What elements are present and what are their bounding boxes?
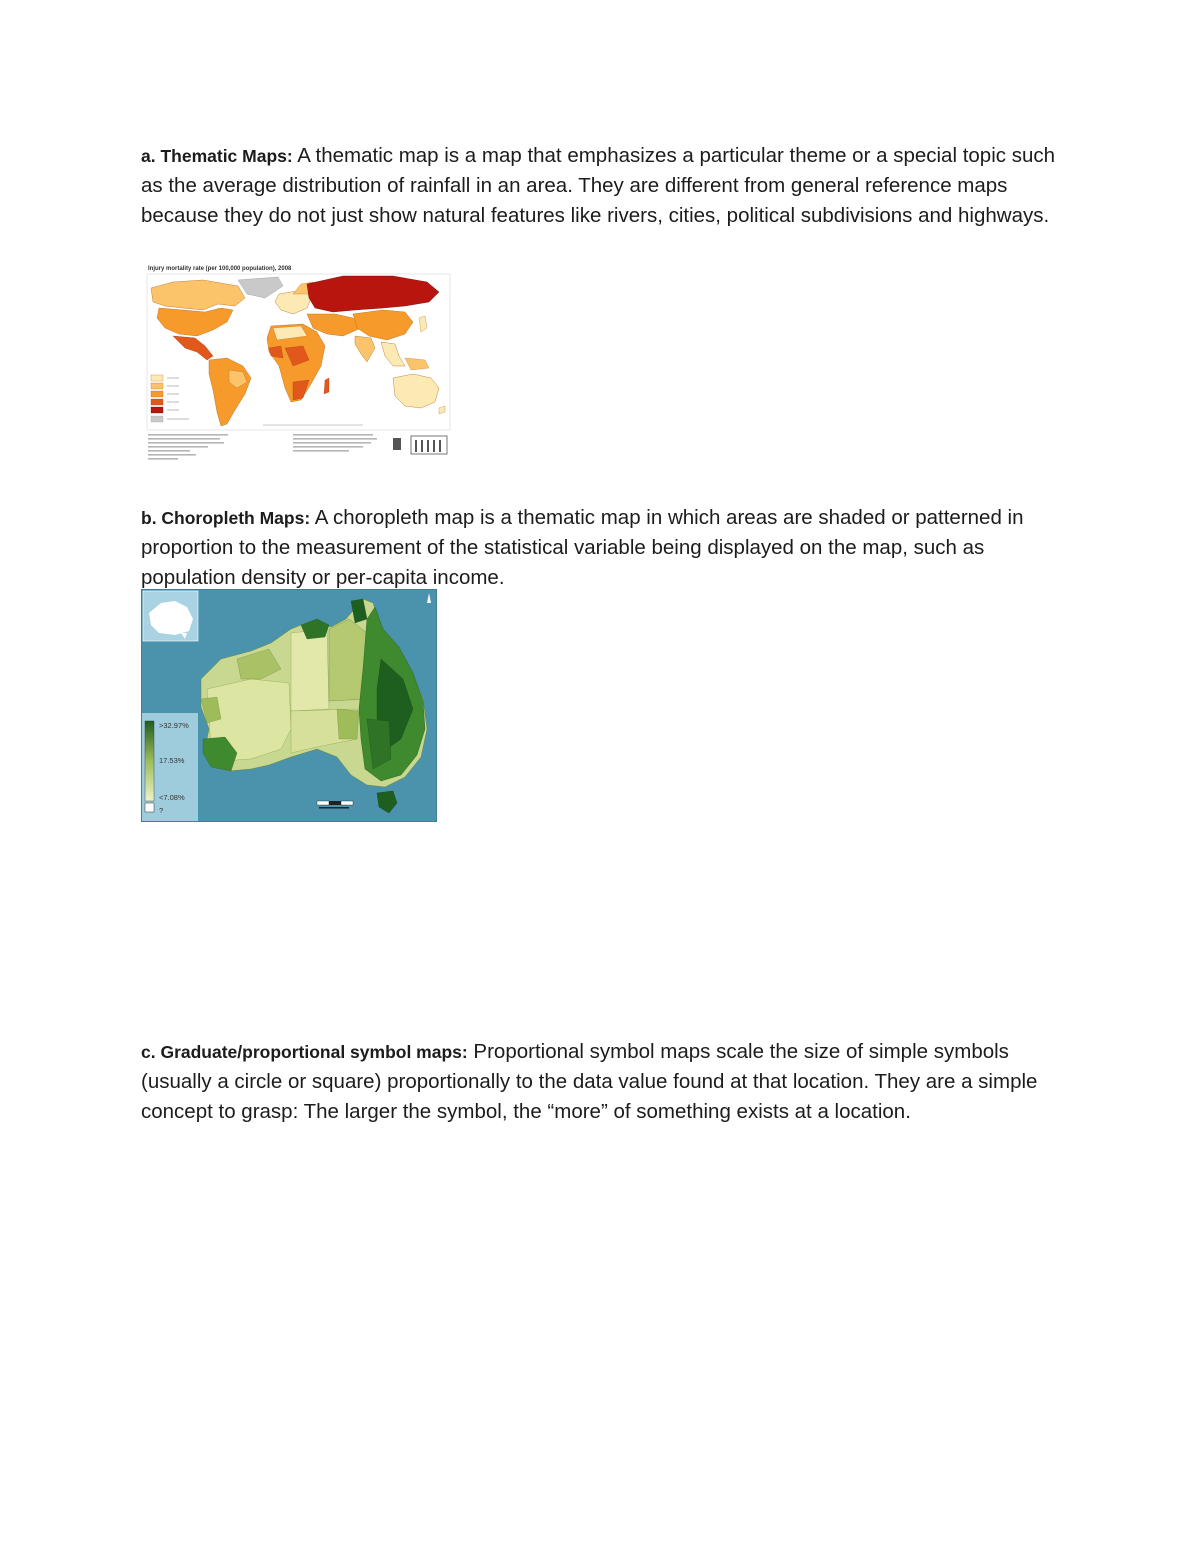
australia-map-image <box>141 589 437 822</box>
legend-high-label: >32.97% <box>159 721 189 730</box>
section-text: A choropleth map is a thematic map in which areas are shaded or patterned in proportion to the measurement of the statistical variable being displayed on the map, such as population density or per-capita income. <box>141 506 1024 589</box>
world-map-image <box>143 262 453 465</box>
section-heading: a. Thematic Maps: <box>141 146 293 166</box>
map-title: Injury mortality rate (per 100,000 population), 2008 <box>148 266 292 272</box>
australia-choropleth-map-figure <box>141 589 437 822</box>
map-legend <box>142 713 198 821</box>
legend-low-label: <7.08% <box>159 793 185 802</box>
world-thematic-map-figure <box>143 262 453 465</box>
scale-bar <box>317 801 353 809</box>
section-text: A thematic map is a map that emphasizes a particular theme or a special topic such as the average distribution of rainfall in an area. They are different from general reference maps because they do not just show natural features like rivers, cities, political subdivisions and highways. <box>141 144 1056 227</box>
section-thematic-maps <box>141 141 1071 230</box>
legend-mid-label: 17.53% <box>159 756 185 765</box>
section-choropleth-maps <box>141 503 1071 592</box>
locator-inset <box>143 591 198 641</box>
legend-nodata-label: ? <box>159 806 164 815</box>
section-text: Proportional symbol maps scale the size of simple symbols (usually a circle or square) proportionally to the data value found at that location. They are a simple concept to grasp: The larger the symbol, the “more” of something exists at a location. <box>141 1040 1038 1123</box>
section-proportional-symbol-maps <box>141 1037 1071 1126</box>
section-heading: b. Choropleth Maps: <box>141 508 311 528</box>
section-heading: c. Graduate/proportional symbol maps: <box>141 1042 468 1062</box>
